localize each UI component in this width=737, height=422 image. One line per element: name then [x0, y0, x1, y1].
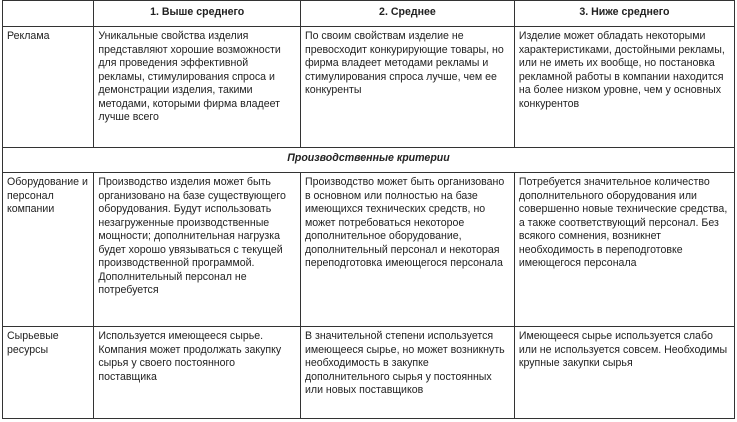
table-cell: Уникальные свойства изделия представляют хорошие возможности для проведения эффективной рекламы, стимулирования спроса и демонстрации изделия, такими методами, которыми фирма владеет лучше всего [94, 27, 301, 148]
section-row [3, 148, 735, 173]
row-label-advertising: Реклама [3, 27, 94, 148]
header-above-average: 1. Выше среднего [94, 1, 301, 27]
row-label-raw-materials: Сырьевые ресурсы [3, 327, 94, 419]
table-row [3, 27, 735, 148]
header-cell-empty [3, 1, 94, 27]
comparison-table [2, 0, 735, 419]
table-cell: По своим свойствам изделие не превосходит конкурирующие товары, но фирма владеет методами рекламы и стимулирования спроса лучше, чем ее конкуренты [300, 27, 514, 148]
table-cell: Производство может быть организовано в основном или полностью на базе имеющихся технических средств, но может потребоваться некоторое дополнительное оборудование, дополнительный персонал и некоторая переподготовка имеющегося персонала [300, 173, 514, 327]
table-cell: Используется имеющееся сырье. Компания может продолжать закупку сырья у своего постоянного поставщика [94, 327, 301, 419]
table-cell: Имеющееся сырье используется слабо или не используется совсем. Необходимы крупные закупки сырья [514, 327, 734, 419]
section-title: Производственные критерии [3, 148, 735, 173]
table-row [3, 173, 735, 327]
table-header-row [3, 1, 735, 27]
table-cell: Потребуется значительное количество дополнительного оборудования или совершенно новые технические средства, а также соответствующий персонал. Без всякого сомнения, возникнет необходимость в переподготовке имеющегося персонала [514, 173, 734, 327]
table-row [3, 327, 735, 419]
table-cell: Производство изделия может быть организовано на базе существующего оборудования. Будут использовать незагруженные производственные мощности; дополнительная нагрузка будет хорошо увязываться с текущей производственной программой. Дополнительный персонал не потребуется [94, 173, 301, 327]
row-label-equipment: Оборудование и персонал компании [3, 173, 94, 327]
header-below-average: 3. Ниже среднего [514, 1, 734, 27]
table-cell: В значительной степени используется имеющееся сырье, но может возникнуть необходимость в закупке дополнительного сырья у постоянных или новых поставщиков [300, 327, 514, 419]
header-average: 2. Среднее [300, 1, 514, 27]
table-cell: Изделие может обладать некоторыми характеристиками, достойными рекламы, или не иметь их вообще, но постановка рекламной работы в компании находится на более низком уровне, чем у основных конкурентов [514, 27, 734, 148]
